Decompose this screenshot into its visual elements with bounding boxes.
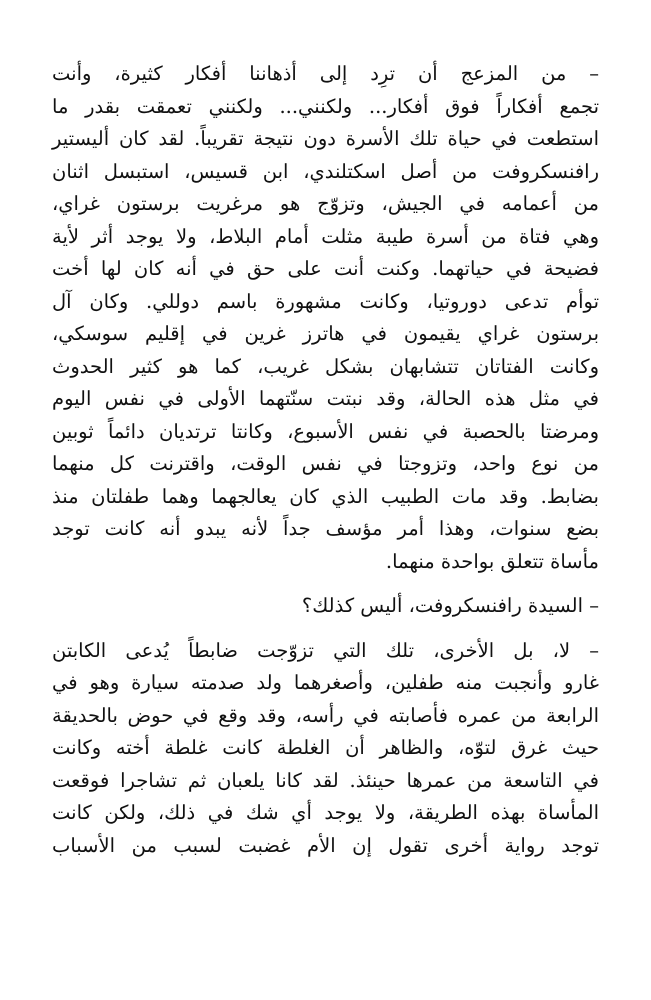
- text-line: غارو وأنجبت منه طفلين، وأصغرهما ولد صدمته سيارة وهو في: [52, 671, 599, 694]
- text-line: رافنسكروفت من أصل اسكتلندي، ابن قسيس، استبسل اثنان: [52, 159, 599, 183]
- paragraph-1: [52, 58, 599, 578]
- text-line: حيث غرق لتوّه، والظاهر أن الغلطة كانت غلطة أخته وكانت: [52, 736, 599, 759]
- text-line: استطعت في حياة تلك الأسرة دون نتيجة تقريباً. لقد كان أليستير: [52, 127, 599, 150]
- paragraph-2: [52, 590, 599, 623]
- text-line: توجد رواية أخرى تقول إن الأم غضبت لسبب من الأسباب: [52, 833, 599, 857]
- text-line: فضيحة في حياتهما. وكنت أنت على حق في أنه كان لها أخت: [52, 257, 599, 280]
- text-line: – من المزعج أن ترِد إلى أذهاننا أفكار كثيرة، وأنت: [52, 62, 599, 85]
- text-line: المأساة بهذه الطريقة، ولا يوجد أي شك في ذلك، ولكن كانت: [52, 801, 599, 824]
- text-line: وكانت الفتاتان تتشابهان بشكل غريب، كما هو كثير الحدوث: [52, 354, 599, 378]
- text-line: توأم تدعى دوروتيا، وكانت مشهورة باسم دوللي. وكان آل: [52, 289, 599, 313]
- text-line: – لا، بل الأخرى، تلك التي تزوّجت ضابطاً يُدعى الكابتن: [52, 638, 599, 662]
- text-line: في التاسعة من عمرها حينئذ. لقد كانا يلعبان ثم تشاجرا فوقعت: [52, 768, 599, 792]
- text-line: – السيدة رافنسكروفت، أليس كذلك؟: [301, 594, 599, 617]
- text-line: وهي فتاة من أسرة طيبة مثلت أمام البلاط، ولا يوجد أثر لأية: [52, 224, 599, 248]
- text-line: في مثل هذه الحالة، وقد نبتت سنّتهما الأولى في نفس اليوم: [52, 387, 599, 410]
- text-line: برستون غراي يقيمون في هاترز غرين في إقليم سوسكي،: [52, 322, 599, 345]
- book-page: [52, 58, 599, 862]
- text-line: الرابعة من عمره فأصابته في رأسه، وقد وقع في حوض بالحديقة: [52, 703, 599, 727]
- text-line: بضع سنوات، وهذا أمر مؤسف جداً لأنه يبدو أنه كانت توجد: [52, 517, 599, 540]
- text-line: من نوع واحد، وتزوجتا في نفس الوقت، واقترنت كل منهما: [52, 452, 599, 475]
- text-line: مأساة تتعلق بواحدة منهما.: [385, 549, 599, 573]
- text-line: من أعمامه في الجيش، وتزوّج هو مرغريت برستون غراي،: [52, 192, 599, 215]
- paragraph-gap: [52, 578, 599, 590]
- paragraph-3: [52, 635, 599, 863]
- text-line: بضابط. وقد مات الطبيب الذي كان يعالجهما وهما طفلتان منذ: [52, 484, 599, 508]
- paragraph-gap: [52, 623, 599, 635]
- text-line: تجمع أفكاراً فوق أفكار... ولكنني... ولكنني تعمقت بقدر ما: [52, 94, 599, 118]
- text-line: ومرضتا بالحصبة في نفس الأسبوع، وكانتا ترتديان دائماً ثوبين: [52, 419, 599, 443]
